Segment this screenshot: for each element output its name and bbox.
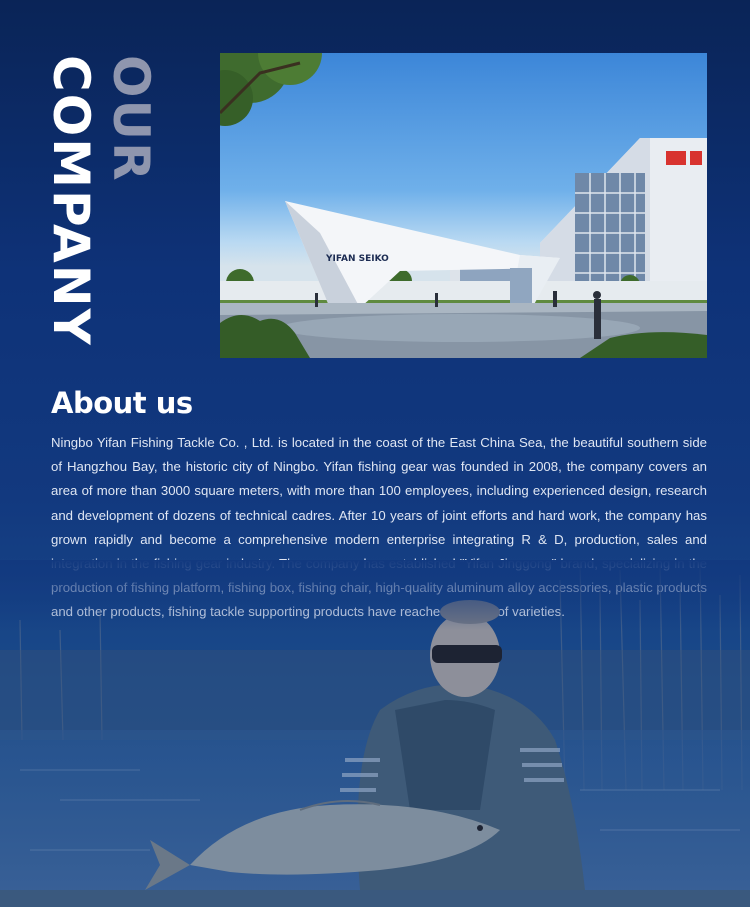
about-body: Ningbo Yifan Fishing Tackle Co. , Ltd. is located in the coast of the East China Sea, the beautiful southern side of Hangzhou Bay, the historic city of Ningbo. Yifan fishing gear was founded in 2008, the company covers an area of more than 3000 square meters, with more than 100 employees, including experienced design, research and development of dozens of technical cadres. After 10 years of joint efforts and hard work, the company has grown rapidly and become a comprehensive modern enterprise integrating R & D, production, sales and bbox=[51, 435, 707, 547]
fisherman-scene bbox=[0, 560, 750, 907]
tree-top-left bbox=[220, 53, 322, 126]
vertical-title bbox=[42, 55, 160, 347]
title-our: OUR bbox=[102, 55, 160, 183]
company-building-image bbox=[220, 53, 707, 358]
title-company: COMPANY bbox=[42, 55, 100, 347]
about-heading: About us bbox=[51, 386, 193, 420]
building-sign: YIFAN SEIKO bbox=[326, 254, 389, 264]
